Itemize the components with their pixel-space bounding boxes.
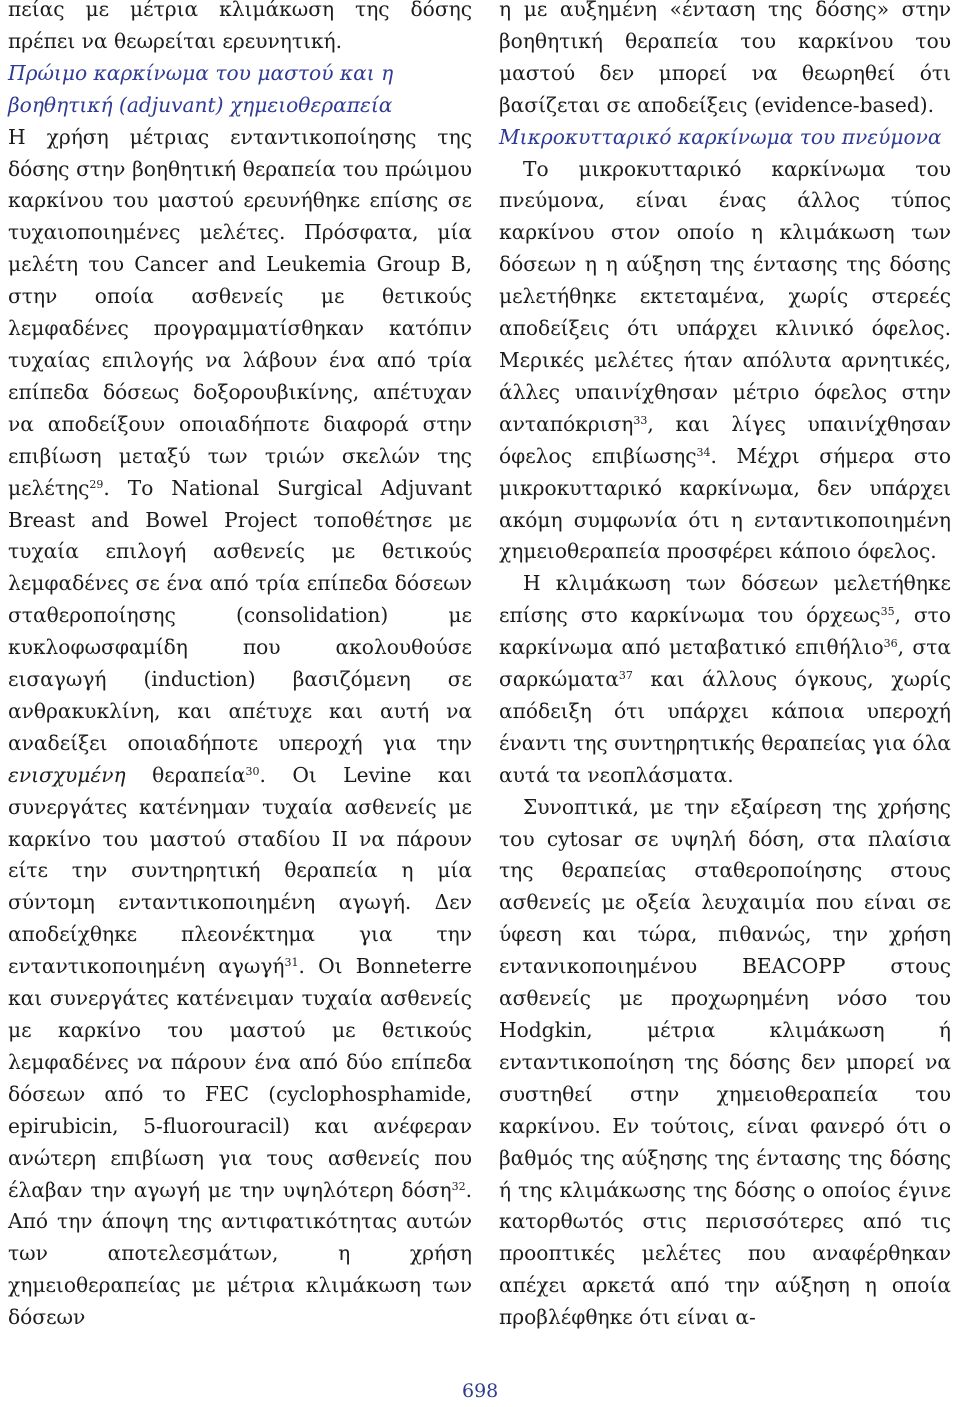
heading-line: Πρώιμο καρκίνωμα του μαστού και η: [8, 60, 394, 85]
text-run: , και λίγες υπαινίχθησαν όφελος επιβίωσης: [499, 411, 951, 468]
text-run: Η κλιμάκωση των δόσεων μελετήθηκε επίσης στο καρκίνωμα του όρχεως: [499, 571, 951, 628]
text-run: . Το National Surgical Adjuvant Breast and Bowel Project τοποθέτησε με τυχαία επιλογή ασθενείς με θετικούς λεμφαδένες σε ένα από τρία επίπεδα δόσεων σταθεροποίησης (consolidation) με κυκλοφωσφαμίδη που ακολουθούσε εισαγωγή (induction) βασιζόμενη σε ανθρακυκλίνη, και απέτυχε και αυτή να αναδείξει οποιαδήποτε υπεροχή για την: [8, 475, 472, 755]
text-run: , στα σαρκώματα: [499, 635, 952, 692]
text-run: . Μέχρι σήμερα στο μικροκυτταρικό καρκίνωμα, δεν υπάρχει ακόμη συμφωνία ότι η ενταντικοποιημένη χημειοθεραπεία προσφέρει κάποιο όφελος.: [499, 443, 951, 564]
citation-ref: 31: [284, 956, 299, 970]
right-column: [499, 0, 951, 1334]
paragraph: [499, 154, 951, 569]
text-run: . Οι Levine και συνεργάτες κατένημαν τυχαία ασθενείς με καρκίνο του μαστού σταδίου ΙΙ να πάρουν είτε την συντηρητική θεραπεία η μία σύντομη ενταντικοποιημένη αγωγή. Δεν αποδείχθηκε πλεονέκτημα για την ενταντικοποιημένη αγωγή: [8, 762, 472, 979]
text-run: . Οι Bonneterre και συνεργάτες κατένειμαν τυχαία ασθενείς με καρκίνο του μαστού με θετικούς λεμφαδένες να πάρουν ένα από δύο επίπεδα δόσεων από το FEC (cyclophosphamide, epirubicin, 5-fluorouracil) και ανέφεραν ανώτερη επιβίωση για τους ασθενείς που έλαβαν την αγωγή με την υψηλότερη δόση: [8, 954, 472, 1202]
citation-ref: 34: [696, 445, 711, 459]
citation-ref: 35: [880, 605, 895, 619]
citation-ref: 33: [633, 413, 648, 427]
paragraph: [499, 568, 951, 791]
left-column: [8, 0, 472, 1334]
text-run: θεραπεία: [125, 762, 246, 787]
paragraph: πείας με μέτρια κλιμάκωση της δόσης πρέπει να θεωρείται ερευνητική.: [8, 0, 472, 53]
paragraph: Συνοπτικά, με την εξαίρεση της χρήσης του cytosar σε υψηλή δόση, στα πλαίσια της θεραπείας σταθεροποίησης στους ασθενείς με οξεία λευχαιμία που είναι σε ύφεση και τώρα, πιθανώς, την χρήση εντανικοποιημένου BEACOPP στους ασθενείς με προχωρημένη νόσο του Hodgkin, μέτρια κλιμάκωση ή ενταντικοποίηση της δόσης δεν μπορεί να συστηθεί στην χημειοθεραπεία του καρκίνου. Εν τούτοις, είναι φανερό ότι ο βαθμός της αύξησης της έντασης της δόσης ή της κλιμάκωσης της δόσης ο οποίος έγινε κατορθωτός στις περισσότερες από τις προοπτικές μελέτες που αναφέρθηκαν απέχει αρκετά από την αύξηση η οποία προβλέφθηκε ότι είναι α-: [499, 794, 951, 1330]
paragraph: η με αυξημένη «ένταση της δόσης» στην βοηθητική θεραπεία του καρκίνου του μαστού δεν μπορεί να θεωρηθεί ότι βασίζεται σε αποδείξεις (evidence-based).: [499, 0, 951, 117]
citation-ref: 30: [245, 764, 260, 778]
section-heading: Μικροκυτταρικό καρκίνωμα του πνεύμονα: [499, 124, 942, 149]
citation-ref: 29: [89, 477, 104, 491]
emphasis: ενισχυμένη: [8, 762, 126, 787]
text-run: Η χρήση μέτριας ενταντικοποίησης της δόσης στην βοηθητική θεραπεία του πρώιμου καρκίνου του μαστού ερευνήθηκε επίσης σε τυχαιοποιημένες μελέτες. Πρόσφατα, μία μελέτη του Cancer and Leukemia Group B, στην οποία ασθενείς με θετικούς λεμφαδένες προγραμματίσθηκαν κατόπιν τυχαίας επιλογής να λάβουν ένα από τρία επίπεδα δόσεως δοξορουβικίνης, απέτυχαν να αποδείξουν οποιαδήποτε διαφορά στην επιβίωση μεταξύ των τριών σκελών της μελέτης: [8, 124, 472, 500]
page-number: 698: [462, 1380, 499, 1402]
text-run: , στο καρκίνωμα από μεταβατικό επιθήλιο: [499, 603, 951, 660]
section-heading: [8, 58, 472, 122]
text-run: . Από την άποψη της αντιφατικότητας αυτών των αποτελεσμάτων, η χρήση χημειοθεραπείας με μέτρια κλιμάκωση των δόσεων: [8, 1177, 472, 1330]
paragraph: [8, 122, 472, 1334]
citation-ref: 36: [883, 637, 898, 651]
text-run: και άλλους όγκους, χωρίς απόδειξη ότι υπάρχει κάποια υπεροχή έναντι της συντηρητικής θεραπείας για όλα αυτά τα νεοπλάσματα.: [499, 667, 951, 787]
citation-ref: 37: [618, 669, 633, 683]
citation-ref: 32: [451, 1179, 466, 1193]
heading-line: βοηθητική (adjuvant) χημειοθεραπεία: [8, 92, 393, 117]
text-run: Το μικροκυτταρικό καρκίνωμα του πνεύμονα, είναι ένας άλλος τύπος καρκίνου στον οποίο η κλιμάκωση των δόσεων η η αύξηση της έντασης της δόσης μελετήθηκε εκτεταμένα, χωρίς στερεές αποδείξεις ότι υπάρχει κλινικό όφελος. Μερικές μελέτες ήταν απόλυτα αρνητικές, άλλες υπαινίχθησαν μέτριο όφελος στην ανταπόκριση: [499, 156, 951, 436]
